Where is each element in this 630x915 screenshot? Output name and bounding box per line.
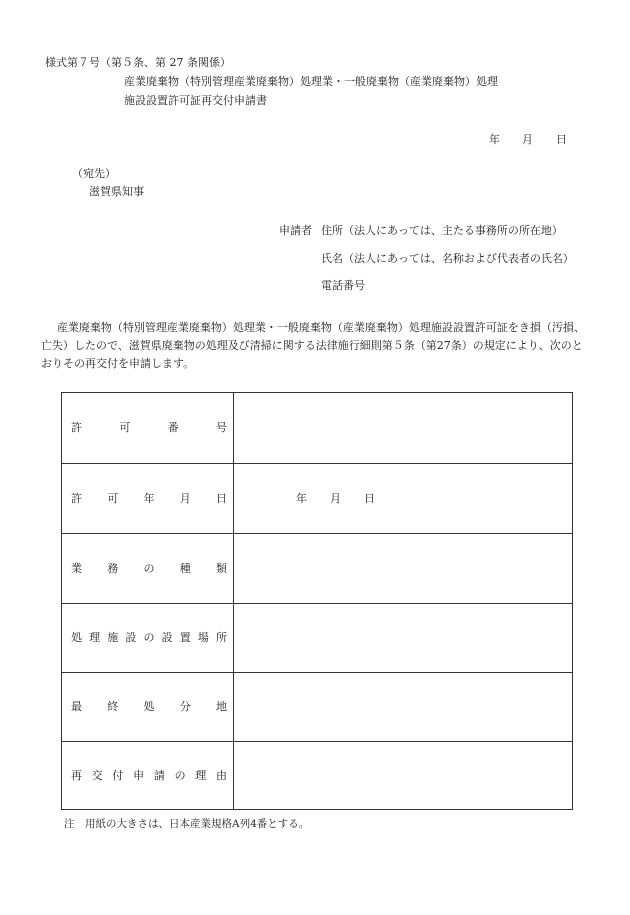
table-row-facility-location [62, 603, 572, 672]
applicant-phone-label: 電話番号 [321, 279, 365, 292]
document-title-line1: 産業廃棄物（特別管理産業廃棄物）処理業・一般廃棄物（産業廃棄物）処理 [124, 75, 498, 88]
permit-date-label: 許可年月日 [71, 491, 227, 505]
table-row-business-type [62, 533, 572, 603]
table-label-cell [62, 673, 234, 741]
final-disposal-site-field[interactable] [234, 673, 572, 741]
table-label-cell [62, 534, 234, 603]
permit-date-year: 年 [296, 491, 307, 505]
final-disposal-site-label: 最終処分地 [71, 700, 227, 713]
table-row-permit-number [62, 393, 572, 463]
applicant-address-label: 住所（法人にあっては、主たる事務所の所在地） [321, 224, 563, 237]
permit-date-field[interactable] [234, 464, 572, 533]
date-year: 年 [489, 133, 500, 146]
applicant-label: 申請者 [279, 224, 312, 237]
permit-number-field[interactable] [234, 393, 572, 463]
facility-location-field[interactable] [234, 604, 572, 672]
permit-number-label: 許可番号 [71, 421, 227, 434]
table-label-cell [62, 742, 234, 809]
document-title-line2: 施設設置許可証再交付申請書 [124, 94, 267, 107]
application-statement: 産業廃棄物（特別管理産業廃棄物）処理業・一般廃棄物（産業廃棄物）処理施設設置許可証をき損（汚損、亡失）したので、滋賀県廃棄物の処理及び清掃に関する法律施行細則第５条（第27条）の規定により、次のとおりその再交付を申請します。 [41, 321, 585, 370]
date-day: 日 [556, 133, 567, 146]
form-number: 様式第７号（第５条、第 27 条関係） [45, 56, 231, 69]
permit-date-month: 月 [330, 491, 341, 505]
business-type-field[interactable] [234, 534, 572, 603]
reissue-reason-label: 再交付申請の理由 [71, 768, 227, 782]
table-label-cell [62, 604, 234, 672]
table-row-permit-date [62, 463, 572, 533]
reissue-reason-field[interactable] [234, 742, 572, 809]
application-table [61, 392, 573, 810]
table-row-final-disposal-site [62, 672, 572, 741]
business-type-label: 業務の種類 [71, 561, 227, 575]
facility-location-label: 処理施設の設置場所 [71, 631, 227, 644]
paper-size-note: 注 用紙の大きさは、日本産業規格A列4番とする。 [64, 818, 310, 830]
table-label-cell [62, 464, 234, 533]
applicant-name-label: 氏名（法人にあっては、名称および代表者の氏名） [321, 252, 574, 265]
table-label-cell [62, 393, 234, 463]
table-row-reissue-reason [62, 741, 572, 809]
addressee-label: （宛先） [72, 167, 116, 180]
date-month: 月 [522, 133, 533, 146]
permit-date-day: 日 [364, 491, 375, 505]
addressee-name: 滋賀県知事 [89, 185, 144, 198]
